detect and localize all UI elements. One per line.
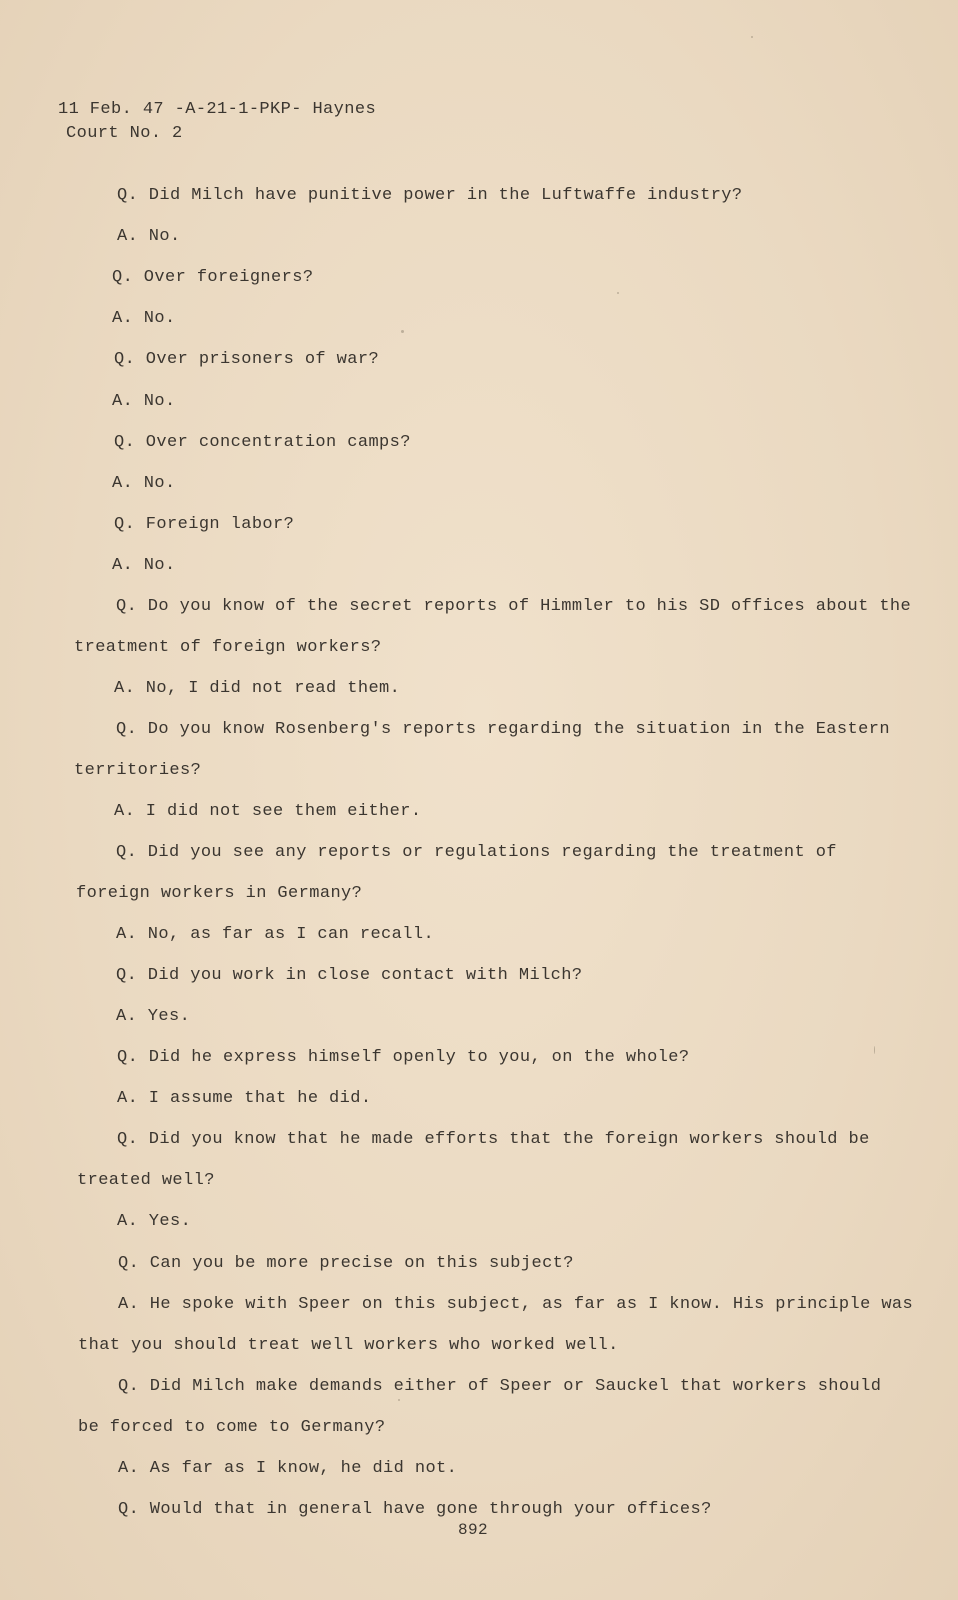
transcript-line: A. I assume that he did. — [117, 1089, 372, 1108]
header-line-2: Court No. 2 — [66, 124, 183, 143]
transcript-line: A. I did not see them either. — [114, 802, 422, 821]
transcript-line: A. Yes. — [116, 1007, 191, 1026]
transcript-line: A. No, I did not read them. — [114, 679, 401, 698]
transcript-line: A. No. — [112, 474, 176, 493]
transcript-line: Q. Did you know that he made efforts that the foreign workers should be — [117, 1130, 870, 1149]
transcript-line: A. No. — [112, 309, 176, 328]
transcript-line: A. No. — [112, 556, 176, 575]
transcript-line: A. No. — [112, 392, 176, 411]
paper-speck — [401, 330, 404, 333]
transcript-line: A. No. — [117, 227, 181, 246]
transcript-line: Q. Did you work in close contact with Milch? — [116, 966, 583, 985]
transcript-line: treatment of foreign workers? — [74, 638, 382, 657]
transcript-line: foreign workers in Germany? — [76, 884, 363, 903]
transcript-line: A. No, as far as I can recall. — [116, 925, 435, 944]
page-number: 892 — [458, 1521, 489, 1539]
transcript-line: Q. Would that in general have gone through your offices? — [118, 1500, 712, 1519]
paper-speck — [617, 292, 619, 294]
transcript-line: Q. Did he express himself openly to you, on the whole? — [117, 1048, 690, 1067]
header-line-1: 11 Feb. 47 -A-21-1-PKP- Haynes — [58, 100, 377, 119]
transcript-line: that you should treat well workers who worked well. — [78, 1336, 619, 1355]
paper-speck — [751, 36, 753, 38]
transcript-line: Q. Did Milch have punitive power in the Luftwaffe industry? — [117, 186, 743, 205]
transcript-line: A. As far as I know, he did not. — [118, 1459, 458, 1478]
transcript-line: territories? — [74, 761, 202, 780]
transcript-line: A. He spoke with Speer on this subject, as far as I know. His principle was — [118, 1295, 914, 1314]
paper-speck — [874, 1046, 875, 1054]
transcript-line: Q. Over foreigners? — [112, 268, 314, 287]
transcript-line: Q. Foreign labor? — [114, 515, 295, 534]
transcript-line: Q. Did you see any reports or regulations regarding the treatment of — [116, 843, 837, 862]
transcript-line: Q. Did Milch make demands either of Speer or Sauckel that workers should — [118, 1377, 882, 1396]
transcript-line: Q. Do you know Rosenberg's reports regarding the situation in the Eastern — [116, 720, 890, 739]
transcript-line: A. Yes. — [117, 1212, 192, 1231]
transcript-line: treated well? — [77, 1171, 215, 1190]
transcript-line: Q. Over prisoners of war? — [114, 350, 380, 369]
transcript-line: be forced to come to Germany? — [78, 1418, 386, 1437]
paper-speck — [398, 1399, 400, 1401]
transcript-line: Q. Over concentration camps? — [114, 433, 411, 452]
transcript-line: Q. Can you be more precise on this subject? — [118, 1254, 574, 1273]
transcript-line: Q. Do you know of the secret reports of Himmler to his SD offices about the — [116, 597, 912, 616]
